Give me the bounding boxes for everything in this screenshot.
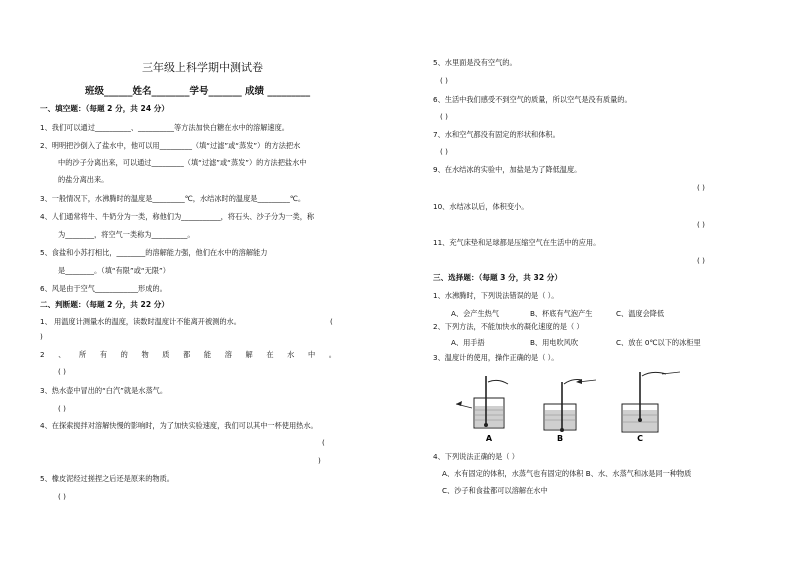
judge-q11-compressed-air: 11、充气床垫和足球都是压缩空气在生活中的应用。 bbox=[433, 238, 601, 247]
judge-q7-shape: 7、水和空气都没有固定的形状和体积。 bbox=[433, 130, 560, 139]
judge-q2-char: 所 bbox=[79, 350, 87, 359]
judge-q1: 1、 用温度计测量水的温度，读数时温度计不能离开被测的水。 bbox=[40, 317, 241, 326]
judge-q4-paren-open: ( bbox=[322, 438, 325, 447]
judge-q10-ice-paren: ( ) bbox=[697, 220, 705, 229]
choice-q2-option-b: B、用电吹风吹 bbox=[530, 338, 579, 347]
choice-q1-option-a: A、会产生热气 bbox=[451, 309, 500, 318]
section-fill-blank-heading: 一、填空题：（每题 2 分，共 24 分） bbox=[40, 104, 169, 113]
judge-q2-paren: ( ) bbox=[58, 367, 66, 376]
judge-q2-char: 有 bbox=[99, 350, 108, 359]
fill-q6: 6、风是由于空气____________形成的。 bbox=[40, 284, 167, 293]
choice-q1-option-b: B、杯底有气泡产生 bbox=[530, 309, 593, 318]
judge-q2-char: 2 bbox=[40, 350, 45, 359]
judge-q2-char: 在 bbox=[266, 350, 274, 359]
judge-q7-shape-paren: ( ) bbox=[440, 147, 448, 156]
choice-q4-option-c: C、沙子和食盐都可以溶解在水中 bbox=[442, 486, 548, 495]
beaker-label-a: A bbox=[485, 434, 493, 443]
judge-q5-water-air-paren: ( ) bbox=[440, 76, 448, 85]
fill-q5-line2: 是________。（填“有限”或“无限”） bbox=[58, 266, 170, 275]
judge-q2-char: 。 bbox=[328, 350, 336, 359]
judge-q6-air-mass-paren: ( ) bbox=[440, 112, 448, 121]
judge-q2-char: 中 bbox=[307, 350, 316, 359]
choice-q3: 3、温度计的使用，操作正确的是（ ）。 bbox=[433, 353, 559, 362]
judge-q5-paren: ( ) bbox=[58, 492, 66, 501]
judge-q2-char: 解 bbox=[245, 350, 253, 359]
judge-q11-compressed-air-paren: ( ) bbox=[697, 256, 705, 265]
fill-q3: 3、一般情况下，水沸腾时的温度是_________℃，水结冰时的温度是_________℃。 bbox=[40, 194, 306, 203]
judge-q5: 5、橡皮泥经过搓捏之后还是原来的物质。 bbox=[40, 474, 174, 483]
judge-q2-char: 、 bbox=[58, 350, 66, 359]
judge-q2-char: 质 bbox=[162, 350, 170, 359]
judge-q1-paren-open: ( bbox=[330, 317, 333, 326]
judge-q2-char: 能 bbox=[203, 350, 212, 359]
judge-q9-salt-paren: ( ) bbox=[697, 183, 705, 192]
beaker-b bbox=[544, 379, 596, 432]
fill-q5-line1: 5、食盐和小苏打相比，________的溶解能力强，他们在水中的溶解能力 bbox=[40, 248, 268, 257]
choice-q2-option-a: A、用手捂 bbox=[451, 338, 485, 347]
beaker-label-b: B bbox=[556, 434, 564, 443]
exam-title: 三年级上科学期中测试卷 bbox=[142, 61, 263, 74]
judge-q1-paren-close: ) bbox=[40, 332, 43, 341]
section-choice-heading: 三、选择题：（每题 3 分，共 32 分） bbox=[433, 273, 562, 282]
choice-q1-option-c: C、温度会降低 bbox=[616, 309, 665, 318]
fill-q2-line3: 的盐分离出来。 bbox=[58, 175, 109, 184]
beaker-a bbox=[456, 376, 508, 428]
fill-q4-line1: 4、人们通常将牛、牛奶分为一类，称他们为___________，将石头、沙子分为一类，称 bbox=[40, 212, 315, 221]
judge-q2-char: 水 bbox=[287, 350, 295, 359]
choice-q2-option-c: C、放在 0℃以下的冰柜里 bbox=[616, 338, 701, 347]
fill-q2-line1: 2、明明把沙倒入了盐水中，他可以用_________（填“过滤”或“蒸发”）的方法把水 bbox=[40, 141, 301, 150]
judge-q4: 4、在探索搅拌对溶解快慢的影响时，为了加快实验速度，我们可以其中一杯使用热水。 bbox=[40, 421, 318, 430]
student-info-line: 班级______姓名________学号_______ 成绩 _________ bbox=[85, 86, 311, 97]
beaker-c bbox=[622, 372, 680, 432]
section-judge-heading: 二、判断题：（每题 2 分，共 22 分） bbox=[40, 300, 169, 309]
judge-q2-char: 都 bbox=[183, 350, 191, 359]
beaker-label-c: C bbox=[637, 434, 643, 443]
judge-q2-char: 的 bbox=[120, 350, 128, 359]
thermometer-beaker-figure bbox=[452, 370, 684, 444]
judge-q10-ice: 10、水结冰以后，体积变小。 bbox=[433, 202, 529, 211]
choice-q2: 2、下列方法，不能加快水的凝化速度的是（ ） bbox=[433, 322, 584, 331]
judge-q2 bbox=[40, 350, 336, 359]
fill-q4-line2: 为________，将空气一类称为__________。 bbox=[58, 230, 195, 239]
judge-q9-salt: 9、在水结冰的实验中，加盐是为了降低温度。 bbox=[433, 165, 582, 174]
judge-q2-char: 溶 bbox=[224, 350, 232, 359]
judge-q5-water-air: 5、水里面是没有空气的。 bbox=[433, 58, 517, 67]
judge-q3-paren: ( ) bbox=[58, 404, 66, 413]
judge-q4-paren-close: ) bbox=[318, 456, 321, 465]
judge-q2-char: 物 bbox=[141, 350, 149, 359]
fill-q1: 1、我们可以通过__________、__________等方法加快白糖在水中的溶解速度。 bbox=[40, 123, 289, 132]
choice-q4: 4、下列说法正确的是（ ） bbox=[433, 452, 519, 461]
choice-q4-options-ab: A、水有固定的体积，水蒸气也有固定的体积 B、水、水蒸气和冰是同一种物质 bbox=[442, 469, 692, 478]
fill-q2-line2: 中的沙子分离出来，可以通过_________（填“过滤”或“蒸发”）的方法把盐水中 bbox=[58, 158, 307, 167]
judge-q6-air-mass: 6、生活中我们感受不到空气的质量，所以空气是没有质量的。 bbox=[433, 95, 632, 104]
choice-q1: 1、水沸腾时，下列说法错误的是（ ）。 bbox=[433, 291, 559, 300]
judge-q3: 3、热水壶中冒出的“白汽”就是水蒸气。 bbox=[40, 386, 168, 395]
